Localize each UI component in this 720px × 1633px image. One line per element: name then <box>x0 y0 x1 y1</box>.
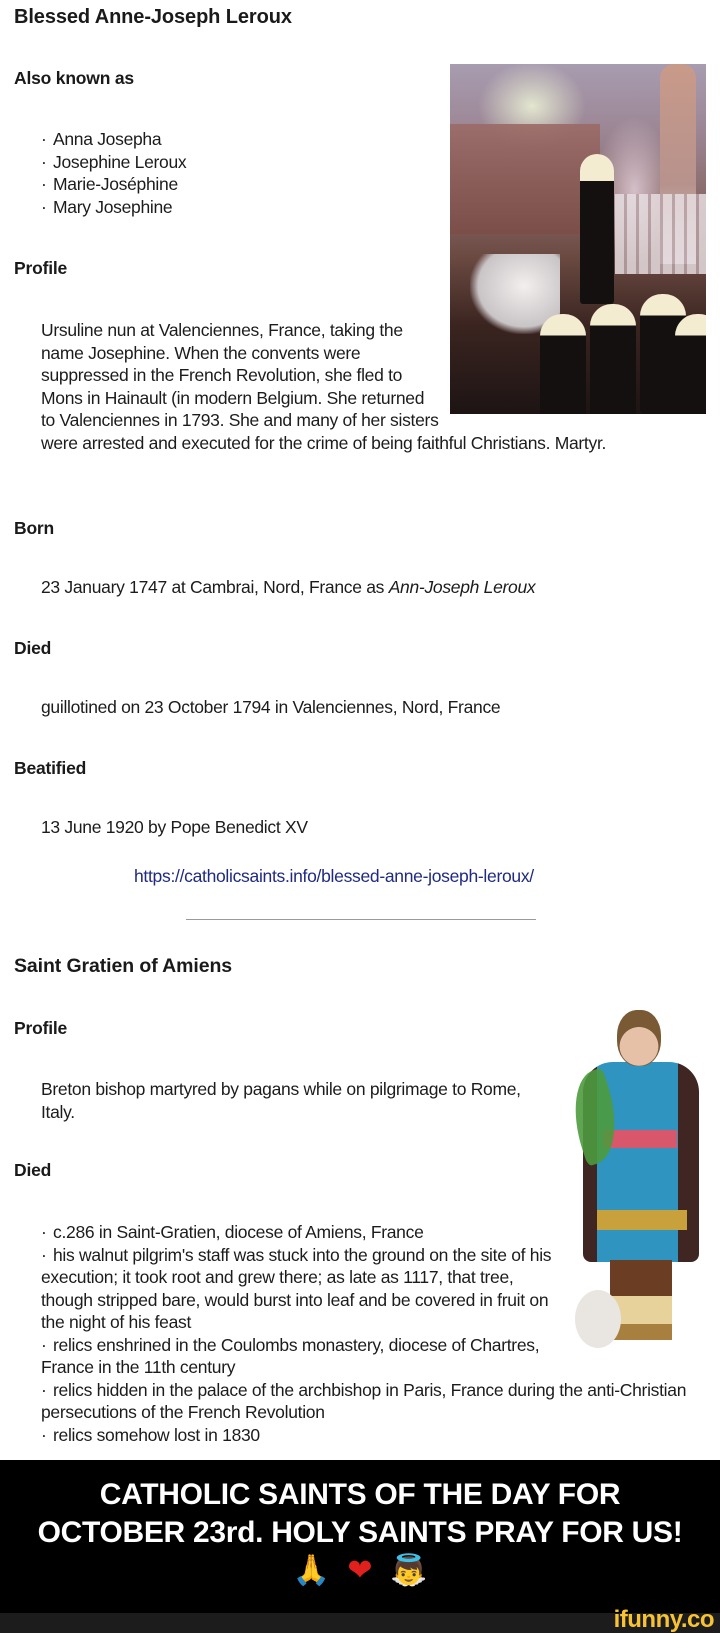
caption-emojis <box>0 1552 720 1590</box>
saint-2-profile-heading: Profile <box>14 1018 68 1038</box>
died-item: · c.286 in Saint-Gratien, diocese of Amiens, France <box>41 1222 424 1242</box>
died-item: · his walnut pilgrim's staff was stuck into the ground on the site of his execution; it took root and grew there; as late as 1117, that tree, though stripped bare, would burst into leaf and be covered in fruit on the night of his feast <box>41 1244 552 1332</box>
baby-angel-icon: 👼 <box>390 1553 428 1588</box>
saint-2-title: Saint Gratien of Amiens <box>14 955 233 977</box>
born-heading: Born <box>14 518 55 538</box>
born-text: 23 January 1747 at Cambrai, Nord, France as Ann-Joseph Leroux <box>41 577 536 597</box>
died-text: guillotined on 23 October 1794 in Valenciennes, Nord, France <box>41 697 501 717</box>
profile-heading: Profile <box>14 258 68 278</box>
died-item: · relics hidden in the palace of the archbishop in Paris, France during the anti-Christian persecutions of the French Revolution <box>41 1379 687 1422</box>
watermark-bar <box>0 1606 720 1633</box>
saint-2-died-list <box>41 1221 706 1446</box>
red-heart-icon: ❤ <box>347 1553 373 1588</box>
aka-item: · Mary Josephine <box>41 196 173 217</box>
birth-name: Ann-Joseph Leroux <box>388 577 536 597</box>
praying-hands-icon: 🙏 <box>292 1553 330 1588</box>
beatified-text: 13 June 1920 by Pope Benedict XV <box>41 817 308 837</box>
section-divider <box>186 919 536 920</box>
beatified-heading: Beatified <box>14 758 87 778</box>
saint-2-profile-text: Breton bishop martyred by pagans while on pilgrimage to Rome, Italy. <box>41 1079 521 1122</box>
also-known-as-heading: Also known as <box>14 68 134 88</box>
aka-item: · Anna Josepha <box>41 129 162 149</box>
saint-1-profile-text: Ursuline nun at Valenciennes, France, taking the name Josephine. When the convents were suppressed in the French Revolution, she fled to Mons in Hainault (in modern Belgium. She returned to Valenciennes in 1793. She and many of her sisters were arrested and executed for the crime of being faithful Christians. Martyr. <box>41 320 607 453</box>
saint-1-title: Blessed Anne-Joseph Leroux <box>14 6 292 28</box>
source-link[interactable]: https://catholicsaints.info/blessed-anne-joseph-leroux/ <box>134 866 534 886</box>
died-item: · relics somehow lost in 1830 <box>41 1424 260 1445</box>
caption-line-2: OCTOBER 23rd. HOLY SAINTS PRAY FOR US! <box>37 1516 683 1549</box>
ifunny-logo: ifunny.co <box>613 1606 714 1633</box>
aka-item: · Josephine Leroux <box>41 151 187 172</box>
aka-item: · Marie-Joséphine <box>41 174 178 194</box>
died-heading: Died <box>14 638 52 658</box>
meme-caption <box>0 1460 720 1613</box>
died-item: · relics enshrined in the Coulombs monastery, diocese of Chartres, France in the 11th century <box>41 1334 540 1377</box>
also-known-as-list <box>41 128 186 218</box>
saint-2-died-heading: Died <box>14 1160 52 1180</box>
caption-line-1: CATHOLIC SAINTS OF THE DAY FOR <box>99 1478 621 1511</box>
